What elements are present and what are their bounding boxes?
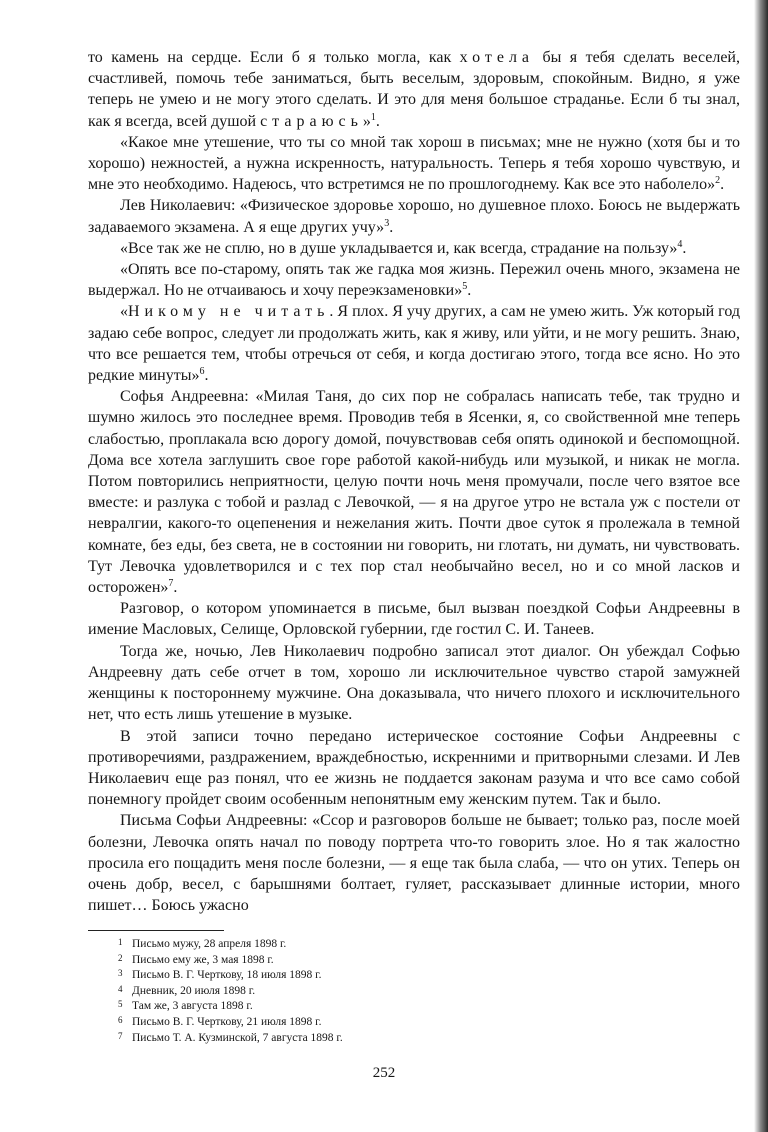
text-run: бы я тебя сделать веселей, счастливей, помочь тебе заниматься, быть веселым, здоровым, спокойным. Видно, я уже теперь не умею и не могу этого сделать. И это для меня большое страданье. Если б ты знал, как я всегда, всей душой <box>88 49 740 130</box>
text-run: . <box>173 579 178 597</box>
page-edge-shadow <box>754 0 768 1132</box>
footnote-ref: 3 <box>384 217 390 229</box>
footnote-ref: 5 <box>462 281 468 293</box>
paragraph-11: Письма Софьи Андреевны: «Ссор и разговоров больше не бывает; только раз, после моей болезни, Левочка опять начал по поводу портрета что-то говорить злое. Но я так жалостно просила его пощадить меня после болезни, — я еще так была слаба, — что он утих. Теперь он очень добр, весел, с барышнями болтает, гуляет, рассказывает длинные истории, много пишет… Боюсь ужасно <box>88 812 740 915</box>
paragraph-7 <box>88 386 740 598</box>
text-run: . <box>389 218 394 236</box>
paragraph-5 <box>88 259 740 301</box>
text-run: . <box>467 282 472 300</box>
text-run: . <box>375 112 380 130</box>
footnote-7 <box>118 1030 618 1046</box>
footnote-ref: 1 <box>370 111 376 123</box>
footnote-text: Там же, 3 августа 1898 г. <box>132 1000 253 1013</box>
footnote-4 <box>118 983 618 999</box>
footnote-3 <box>118 967 618 983</box>
footnote-ref: 6 <box>199 366 205 378</box>
footnote-number: 3 <box>118 968 123 979</box>
footnote-text: Письмо Т. А. Кузминской, 7 августа 1898 г. <box>132 1031 343 1044</box>
footnote-5 <box>118 998 618 1014</box>
footnote-separator <box>88 930 224 931</box>
footnote-ref: 2 <box>715 175 721 187</box>
footnotes <box>118 936 618 1045</box>
text-run: . <box>204 367 209 385</box>
paragraph-1 <box>88 47 740 132</box>
spaced-word: хотела <box>459 49 535 66</box>
text-run: «Какое мне утешение, что ты со мной так хорош в письмах; мне не нужно (хотя бы и то хорошо) нежностей, а нужна искренность, натуральность. Теперь я тебя хорошо чувствую, и мне это необходимо. Надеюсь, что встретимся не по прошлогоднему. Как все это наболело» <box>88 133 740 194</box>
footnote-number: 4 <box>118 983 123 994</box>
text-run: » <box>362 112 371 130</box>
page-number: 252 <box>372 1065 396 1081</box>
text-run: Софья Андреевна: «Милая Таня, до сих пор не собралась написать тебе, так трудно и шумно жилось это последнее время. Проводив тебя в Ясенки, я, со свойственной мне теперь слабостью, проплакала всю дорогу домой, почувствовав себя опять одинокой и беспомощной. Дома все хотела заглушить свое горе работой какой-нибудь или музыкой, и никак не могла. Потом повторились неприятности, целую почти ночь меня промучали, после чего взятое все вместе: и разлука с тобой и разлад с Левочкой, — я на другое утро не встала уж с постели от невралгии, какого-то оцепенения и нежелания жить. Почти двое суток я пролежала в темной комнате, без еды, без света, не в состоянии ни говорить, ни глотать, ни думать, ни чувствовать. Тут Левочка удовлетворился и с тех пор стал необычайно весел, но и со мной ласков и осторожен» <box>88 388 740 597</box>
text-run: то камень на сердце. Если б я только могла, как <box>88 49 460 66</box>
paragraph-4 <box>88 238 740 259</box>
footnote-6 <box>118 1014 618 1030</box>
footnote-number: 2 <box>118 952 123 963</box>
paragraph-3 <box>88 195 740 237</box>
footnote-text: Письмо В. Г. Черткову, 21 июля 1898 г. <box>132 1015 322 1028</box>
text-run: . <box>720 176 725 194</box>
paragraph-10: В этой записи точно передано истерическое состояние Софьи Андреевны с противоречиями, раздражением, враждебностью, искренними и притворными слезами. И Лев Николаевич еще раз понял, что ее жизнь не поддается законам разума и что все само собой понемногу пройдет своим особенным непонятным ему женским путем. Так и было. <box>88 727 740 809</box>
text-run: «Все так же не сплю, но в душе укладывается и, как всегда, страдание на пользу» <box>120 239 678 257</box>
footnote-ref: 4 <box>677 238 683 250</box>
footnote-text: Письмо мужу, 28 апреля 1898 г. <box>132 938 287 950</box>
spaced-phrase: Никому не читать <box>128 303 330 321</box>
text-run: . Я плох. Я учу других, а сам не умею жить. Уж который год задаю себе вопрос, следует ли продолжать жить, как я живу, или уйти, и не могу решить. Знаю, что все решается тем, чтобы отречься от себя, и когда достигаю этого, тогда все ясно. Но это редкие минуты» <box>88 303 740 385</box>
footnote-2 <box>118 952 618 968</box>
footnote-number: 7 <box>118 1030 123 1041</box>
footnote-text: Письмо В. Г. Черткову, 18 июля 1898 г. <box>132 969 322 982</box>
spaced-word: стараюсь <box>260 112 363 130</box>
footnote-number: 5 <box>118 999 123 1010</box>
paragraph-2 <box>88 132 740 196</box>
main-text <box>88 47 740 916</box>
paragraph-6 <box>88 301 740 386</box>
paragraph-9: Тогда же, ночью, Лев Николаевич подробно записал этот диалог. Он убеждал Софью Андреевну дать себе отчет в том, хорошо ли исключительное чувство старой замужней женщины к постороннему мужчине. Она доказывала, что ничего плохого и исключительного нет, что есть лишь утешение в музыке. <box>88 642 740 724</box>
footnote-1 <box>118 936 618 952</box>
text-run: «Опять все по-старому, опять так же гадка моя жизнь. Пережил очень много, экзамена не выдержал. Но не отчаиваюсь и хочу переэкзаменовки» <box>88 261 740 300</box>
footnote-ref: 7 <box>168 578 174 590</box>
paragraph-8: Разговор, о котором упоминается в письме, был вызван поездкой Софьи Андреевны в имение Масловых, Селище, Орловской губернии, где гостил С. И. Танеев. <box>88 600 740 639</box>
footnote-number: 6 <box>118 1014 123 1025</box>
text-run: . <box>682 239 687 257</box>
footnote-text: Дневник, 20 июля 1898 г. <box>132 984 256 997</box>
footnote-text: Письмо ему же, 3 мая 1898 г. <box>132 953 274 966</box>
footnote-number: 1 <box>118 937 123 947</box>
text-run: « <box>120 303 128 321</box>
text-run: Лев Николаевич: «Физическое здоровье хорошо, но душевное плохо. Боюсь не выдержать задаваемого экзамена. А я еще других учу» <box>88 197 740 236</box>
